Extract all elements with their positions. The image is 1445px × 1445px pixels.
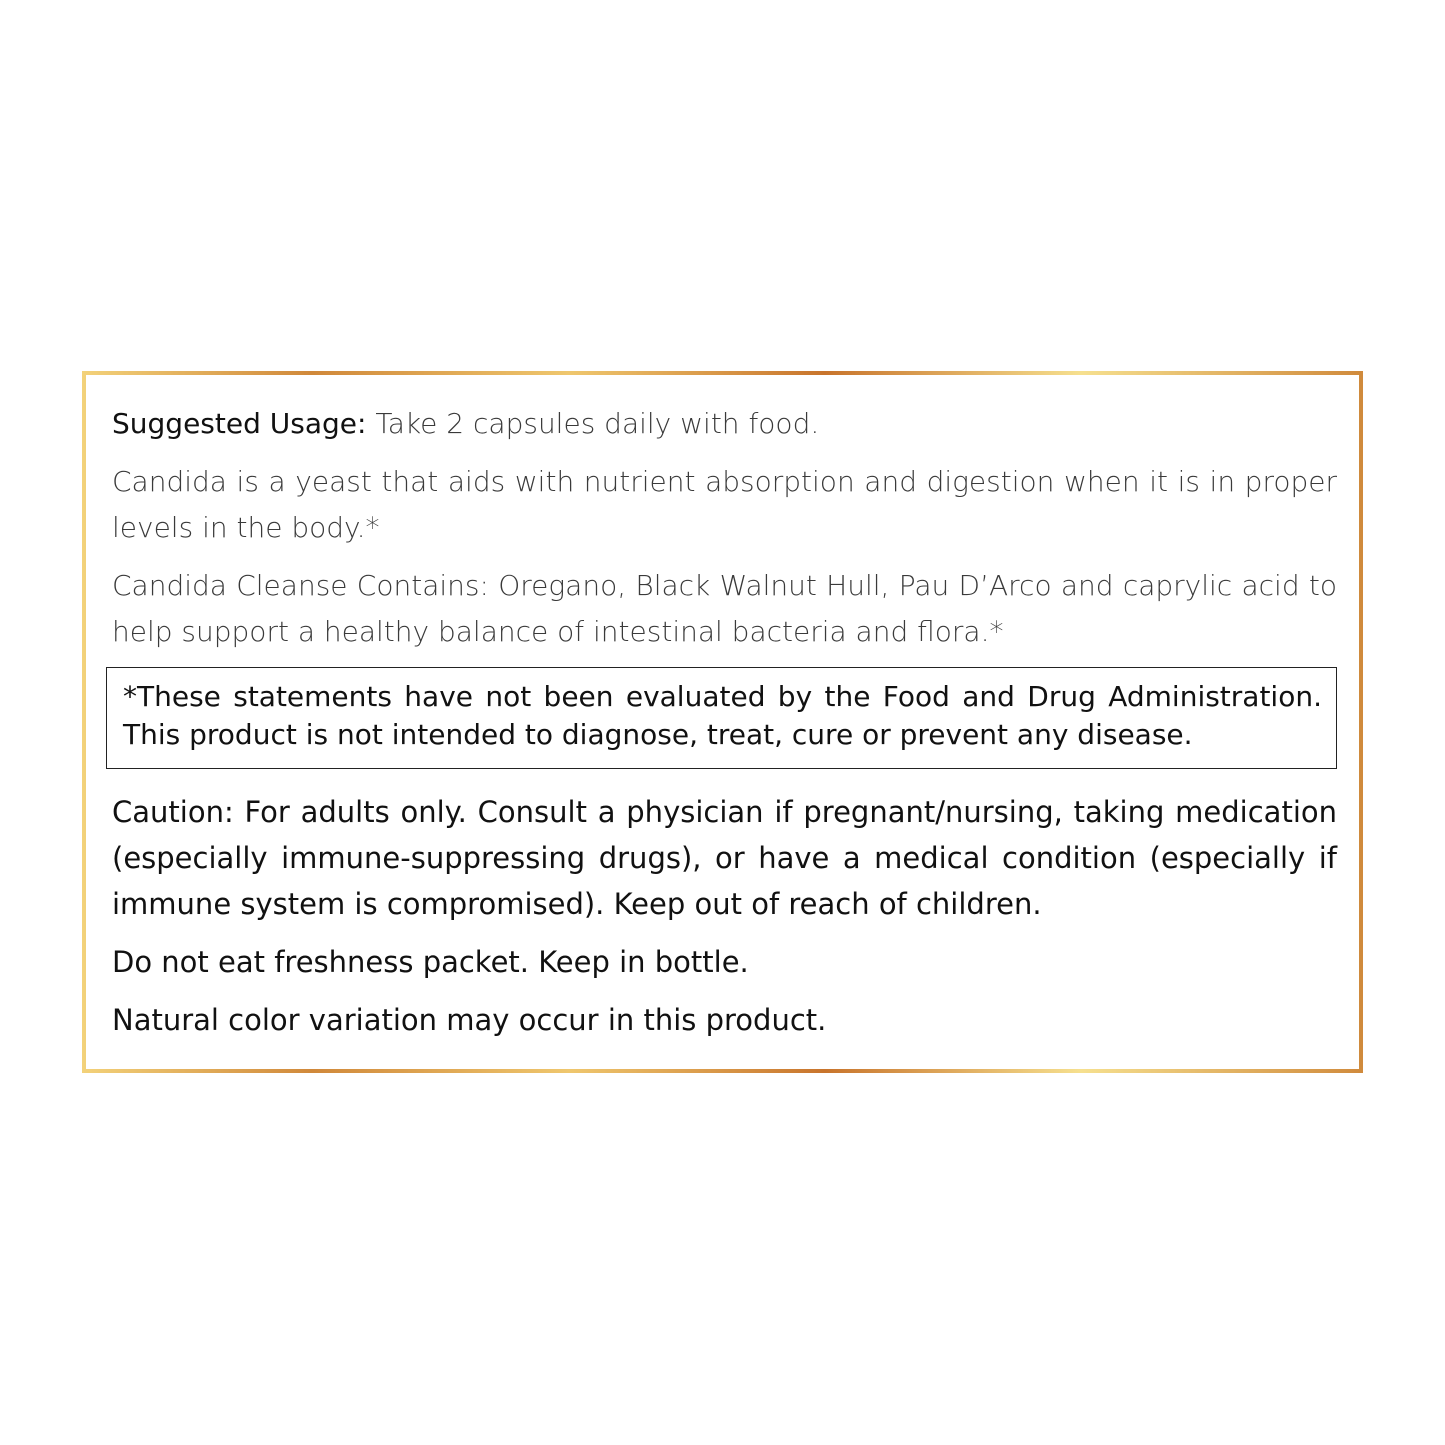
label-content (112, 401, 1337, 1043)
suggested-usage-text: Take 2 capsules daily with food. (366, 407, 820, 440)
caution-statement: Caution: For adults only. Consult a physician if pregnant/nursing, taking medication (especially immune-suppressing drugs), or have a medical condition (especially if immune system is compromised). Keep out of reach of children. (112, 795, 1337, 921)
label-panel (86, 375, 1359, 1069)
suggested-usage-heading: Suggested Usage: (112, 407, 367, 440)
candida-description: Candida is a yeast that aids with nutrient absorption and digestion when it is in proper levels in the body.* (112, 465, 1337, 544)
freshness-packet-warning: Do not eat freshness packet. Keep in bottle. (112, 945, 749, 979)
fda-disclaimer-box: *These statements have not been evaluated by the Food and Drug Administration. This product is not intended to diagnose, treat, cure or prevent any disease. (106, 667, 1337, 769)
ingredients-statement: Candida Cleanse Contains: Oregano, Black Walnut Hull, Pau D’Arco and caprylic acid to help support a healthy balance of intestinal bacteria and flora.* (112, 569, 1337, 648)
color-variation-note: Natural color variation may occur in this product. (112, 1003, 827, 1037)
label-frame (82, 371, 1363, 1073)
suggested-usage (112, 401, 1337, 447)
